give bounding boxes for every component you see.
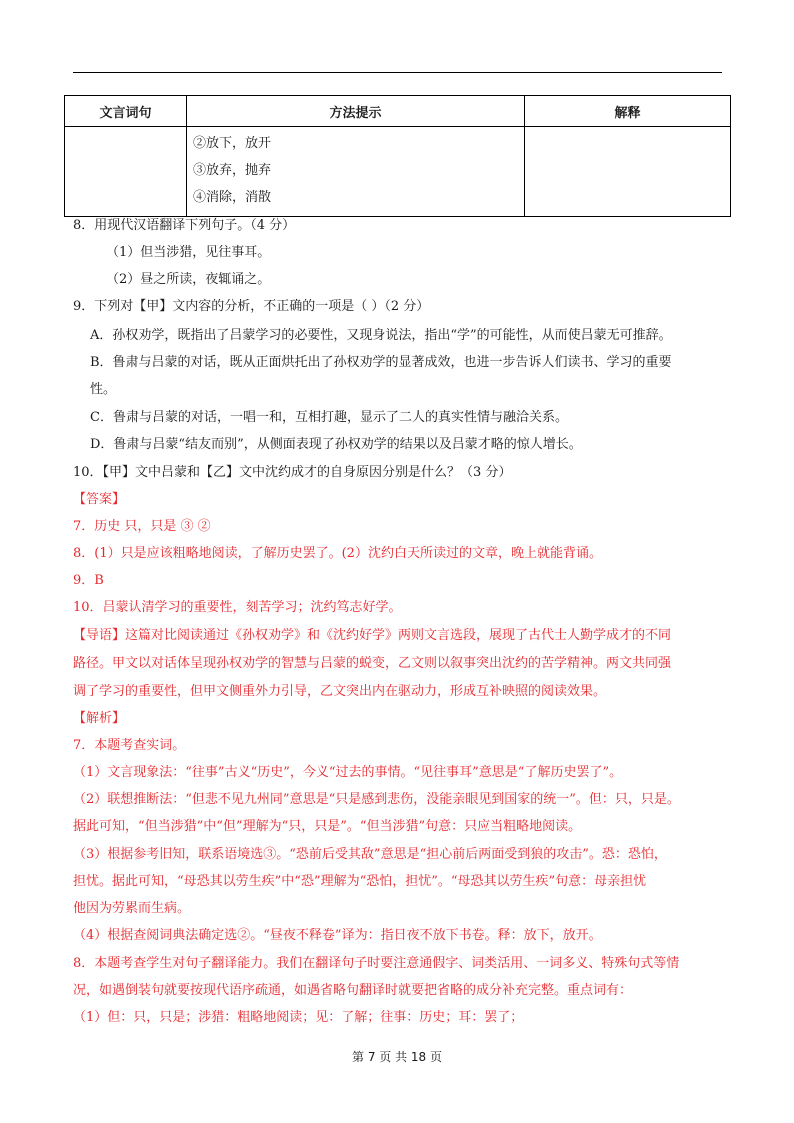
- method-item: ④消除，消散: [193, 190, 272, 205]
- col-header-method: 方法提示: [187, 96, 525, 127]
- table-header-row: [65, 96, 731, 127]
- guide-line: 【导语】这篇对比阅读通过《孙权劝学》和《沈约好学》两则文言选段，展现了古代士人勤学成才的不同: [73, 628, 672, 643]
- vocab-table: [64, 95, 731, 217]
- analysis-line: （4）根据查阅词典法确定选②。“昼夜不释卷”译为：指日夜不放下书卷。释：放下，放开。: [73, 928, 602, 943]
- answer-10: 10．吕蒙认清学习的重要性，刻苦学习；沈约笃志好学。: [73, 600, 402, 615]
- col-header-phrase: 文言词句: [65, 96, 187, 127]
- q9-option-c: C．鲁肃与吕蒙的对话，一唱一和，互相打趣，显示了二人的真实性情与融洽关系。: [90, 410, 568, 425]
- q9-option-a: A．孙权劝学，既指出了吕蒙学习的必要性，又现身说法，指出“学”的可能性，从而使吕蒙无可推辞。: [90, 328, 672, 343]
- q9-option-b-cont: 性。: [90, 382, 117, 397]
- table-row: [65, 127, 731, 217]
- analysis-line: 担忧。据此可知，“母恐其以劳生疾”中“恐”理解为“恐怕，担忧”。“母恐其以劳生疾”句意：母亲担忧: [73, 874, 647, 889]
- col-header-explain: 解释: [525, 96, 731, 127]
- answer-label: 【答案】: [73, 492, 126, 507]
- phrase-cell: [65, 127, 187, 217]
- analysis-line: 7．本题考查实词。: [73, 738, 186, 753]
- answer-7: 7．历史 只，只是 ③ ②: [73, 519, 211, 534]
- analysis-line: （2）联想推断法：“但悲不见九州同”意思是“只是感到悲伤，没能亲眼见到国家的统一”。但：只，只是。: [73, 792, 680, 807]
- method-item: ②放下，放开: [193, 136, 272, 151]
- q8-item1: （1）但当涉猎，见往事耳。: [106, 245, 271, 260]
- page-footer: 第 7 页 共 18 页: [352, 1050, 442, 1064]
- answer-9: 9．B: [73, 573, 104, 588]
- guide-line: 路径。甲文以对话体呈现孙权劝学的智慧与吕蒙的蜕变，乙文则以叙事突出沈约的苦学精神。两文共同强: [73, 656, 672, 671]
- q9-option-b: B．鲁肃与吕蒙的对话，既从正面烘托出了孙权劝学的显著成效，也进一步告诉人们读书、学习的重要: [90, 355, 672, 370]
- analysis-line: 况，如遇倒装句就要按现代语序疏通，如遇省略句翻译时就要把省略的成分补充完整。重点词有：: [73, 983, 633, 998]
- analysis-line: （1）文言现象法：“往事”古义“历史”，今义“过去的事情。“见往事耳”意思是“了解历史罢了”。: [73, 765, 623, 780]
- analysis-line: （1）但：只，只是；涉猎：粗略地阅读；见：了解；往事：历史；耳：罢了；: [73, 1010, 524, 1025]
- analysis-line: 他因为劳累而生病。: [73, 901, 191, 916]
- explain-cell: [525, 127, 731, 217]
- analysis-line: 据此可知，“但当涉猎”中“但”理解为“只，只是”。“但当涉猎”句意：只应当粗略地阅读。: [73, 819, 582, 834]
- q8-item2: （2）昼之所读，夜辄诵之。: [106, 272, 271, 287]
- method-item: ③放弃，抛弃: [193, 163, 272, 178]
- q8-stem: 8．用现代汉语翻译下列句子。（4 分）: [73, 218, 296, 233]
- analysis-line: （3）根据参考旧知，联系语境选③。“恐前后受其敌”意思是“担心前后两面受到狼的攻击”。恐：恐怕，: [73, 847, 667, 862]
- answer-8: 8．(1）只是应该粗略地阅读，了解历史罢了。(2）沈约白天所读过的文章，晚上就能背诵。: [73, 546, 602, 561]
- method-cell: [187, 127, 525, 217]
- guide-line: 调了学习的重要性，但甲文侧重外力引导，乙文突出内在驱动力，形成互补映照的阅读效果。: [73, 684, 607, 699]
- q9-stem: 9．下列对【甲】文内容的分析，不正确的一项是（ ）（2 分）: [73, 299, 430, 314]
- header-rule: [73, 72, 722, 73]
- analysis-label: 【解析】: [73, 711, 126, 726]
- q10-stem: 10．【甲】文中吕蒙和【乙】文中沈约成才的自身原因分别是什么？（3 分）: [73, 465, 512, 480]
- q9-option-d: D．鲁肃与吕蒙“结友而别”，从侧面表现了孙权劝学的结果以及吕蒙才略的惊人增长。: [90, 437, 582, 452]
- analysis-line: 8．本题考查学生对句子翻译能力。我们在翻译句子时要注意通假字、词类活用、一词多义、特殊句式等情: [73, 956, 680, 971]
